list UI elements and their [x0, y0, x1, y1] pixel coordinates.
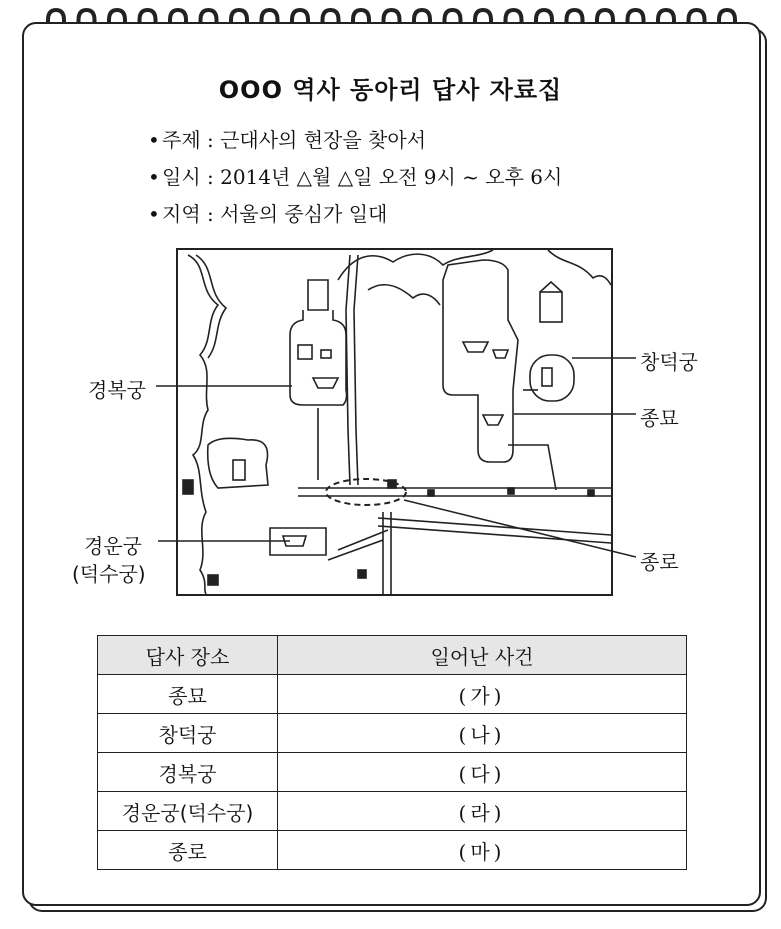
info-date-key: 일시 — [162, 165, 201, 189]
sites-table — [97, 635, 687, 870]
table-row — [98, 714, 687, 753]
info-region-value: 서울의 중심가 일대 — [220, 202, 388, 226]
row-event: (가) — [278, 675, 687, 714]
table-header-row — [98, 636, 687, 675]
table-row — [98, 753, 687, 792]
info-topic-key: 주제 — [162, 128, 201, 152]
row-event: (다) — [278, 753, 687, 792]
info-topic: • 주제 : 근대사의 현장을 찾아서 — [148, 128, 427, 152]
table-row — [98, 831, 687, 870]
row-place: 종로 — [98, 831, 278, 870]
label-changdeokgung: 창덕궁 — [640, 350, 698, 374]
table-row — [98, 675, 687, 714]
label-gyeongbokgung: 경복궁 — [88, 378, 146, 402]
info-topic-value: 근대사의 현장을 찾아서 — [220, 128, 427, 152]
header-place: 답사 장소 — [98, 636, 278, 675]
row-event: (나) — [278, 714, 687, 753]
table-row — [98, 792, 687, 831]
label-deoksugung: (덕수궁) — [72, 562, 146, 586]
header-event: 일어난 사건 — [278, 636, 687, 675]
row-place: 창덕궁 — [98, 714, 278, 753]
page-title: OOO 역사 동아리 답사 자료집 — [218, 76, 563, 104]
label-jongmyo: 종묘 — [640, 406, 679, 430]
row-place: 경복궁 — [98, 753, 278, 792]
info-date: • 일시 : 2014년 △월 △일 오전 9시 ~ 오후 6시 — [148, 165, 563, 189]
label-jongno: 종로 — [640, 550, 679, 574]
info-region: • 지역 : 서울의 중심가 일대 — [148, 202, 388, 226]
row-event: (라) — [278, 792, 687, 831]
info-date-value: 2014년 △월 △일 오전 9시 ~ 오후 6시 — [220, 165, 563, 189]
row-event: (마) — [278, 831, 687, 870]
row-place: 종묘 — [98, 675, 278, 714]
row-place: 경운궁(덕수궁) — [98, 792, 278, 831]
info-region-key: 지역 — [162, 202, 201, 226]
label-gyeongungung: 경운궁 — [84, 534, 142, 558]
